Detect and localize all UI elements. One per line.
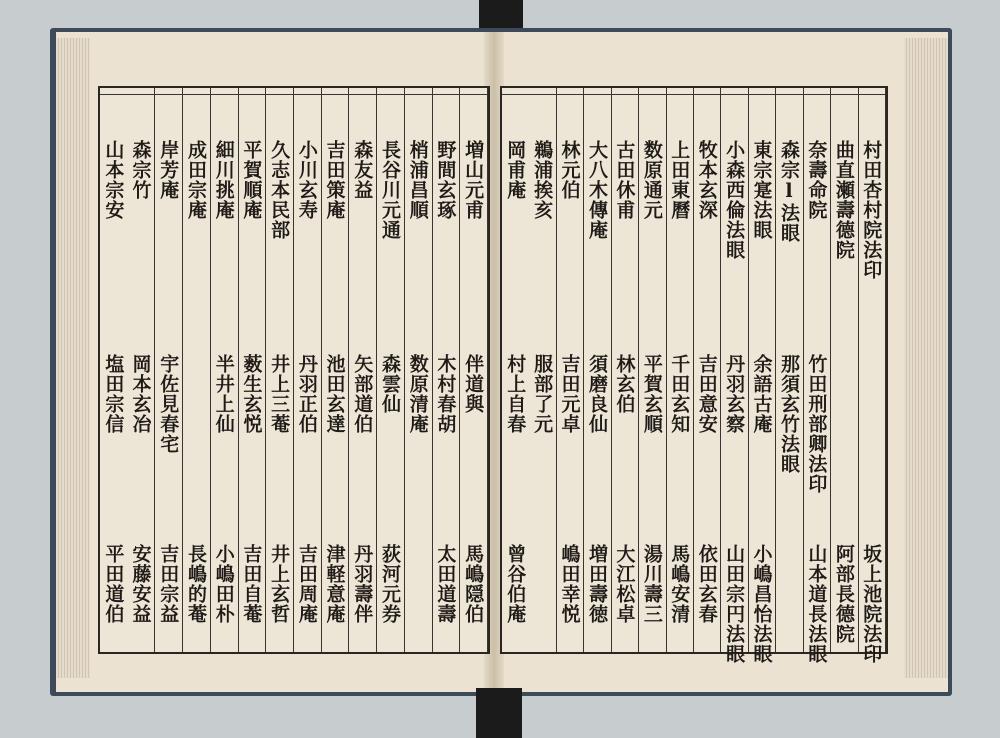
physician-name: 吉田策庵 — [323, 140, 346, 220]
register-column — [460, 88, 488, 652]
physician-name: 薮生玄悦 — [240, 354, 263, 434]
physician-name: 吉田周庵 — [295, 544, 318, 624]
register-column — [667, 88, 694, 652]
physician-name: 平田道伯 — [102, 544, 125, 624]
register-column — [239, 88, 267, 652]
physician-name: 吉田宗益 — [157, 544, 180, 624]
physician-name: 林元伯 — [558, 140, 581, 200]
physician-name: 安藤安益 — [129, 544, 152, 624]
physician-name: 小嶋昌怡法眼 — [750, 544, 773, 664]
physician-name: 数原通元 — [640, 140, 663, 220]
register-column — [749, 88, 776, 664]
register-column — [859, 88, 886, 664]
register-column — [529, 88, 556, 652]
physician-name: 馬嶋隠伯 — [462, 544, 485, 624]
physician-name: 馬嶋安清 — [668, 544, 691, 624]
physician-name: 長嶋的菴 — [184, 544, 207, 624]
register-column — [294, 88, 322, 652]
physician-name: 増田壽徳 — [585, 544, 608, 624]
bookmark-ribbon-bottom — [476, 688, 522, 738]
physician-name: 鵜浦挨亥 — [531, 140, 554, 220]
physician-name: 曲直瀬壽德院 — [832, 140, 855, 260]
physician-name: 細川挑庵 — [212, 140, 235, 220]
physician-name: 半井上仙 — [212, 354, 235, 434]
physician-name: 木村春胡 — [434, 354, 457, 434]
physician-name: 平賀玄順 — [640, 354, 663, 434]
physician-name: 吉田意安 — [695, 354, 718, 434]
register-column — [584, 88, 611, 652]
physician-name: 久志本民部 — [268, 140, 291, 240]
physician-name: 吉田元卓 — [558, 354, 581, 434]
physician-name: 山本道長法眼 — [805, 544, 828, 664]
physician-name: 湯川壽三 — [640, 544, 663, 624]
physician-name: 村上自春 — [504, 354, 527, 434]
physician-name: 林玄伯 — [613, 354, 636, 414]
right-page-frame — [500, 86, 888, 664]
left-page-frame — [98, 86, 490, 654]
physician-name: 荻河元券 — [378, 544, 401, 624]
physician-name: 数原清庵 — [406, 354, 429, 434]
physician-name: 丹羽正伯 — [295, 354, 318, 434]
physician-name: 依田玄春 — [695, 544, 718, 624]
physician-name: 嶋田幸悦 — [558, 544, 581, 624]
register-column — [100, 88, 128, 652]
physician-name: 塩田宗信 — [102, 354, 125, 434]
register-column — [639, 88, 666, 652]
physician-name: 岡本玄冶 — [129, 354, 152, 434]
physician-name: 奈壽命院 — [805, 140, 828, 220]
register-column — [721, 88, 748, 664]
physician-name: 成田宗庵 — [184, 140, 207, 220]
physician-name: 小嶋田朴 — [212, 544, 235, 624]
physician-name: 岡甫庵 — [504, 140, 527, 200]
physician-name: 古田休甫 — [613, 140, 636, 220]
physician-name: 太田道壽 — [434, 544, 457, 624]
physician-name: 岸芳庵 — [157, 140, 180, 200]
physician-name: 野間玄琢 — [434, 140, 457, 220]
physician-name: 山田宗円法眼 — [723, 544, 746, 664]
physician-name: 竹田刑部卿法印 — [805, 354, 828, 494]
register-column — [349, 88, 377, 652]
physician-name: 山本宗安 — [102, 140, 125, 220]
physician-name: 牧本玄深 — [695, 140, 718, 220]
register-column — [612, 88, 639, 652]
physician-name: 村田杏村院法印 — [860, 140, 883, 280]
physician-name: 津軽意庵 — [323, 544, 346, 624]
register-column — [183, 88, 211, 652]
physician-name: 阿部長德院 — [832, 544, 855, 644]
physician-name: 小森西倫法眼 — [723, 140, 746, 260]
physician-name: 坂上池院法印 — [860, 544, 883, 664]
physician-name: 井上三菴 — [268, 354, 291, 434]
physician-name: 増山元甫 — [462, 140, 485, 220]
physician-name: 矢部道伯 — [351, 354, 374, 434]
physician-name: 大江松卓 — [613, 544, 636, 624]
open-book — [56, 32, 948, 692]
physician-name: 余語古庵 — [750, 354, 773, 434]
register-column — [557, 88, 584, 652]
physician-name: 吉田自菴 — [240, 544, 263, 624]
physician-name: 池田玄達 — [323, 354, 346, 434]
register-column — [433, 88, 461, 652]
physician-name: 東宗寔法眼 — [750, 140, 773, 240]
physician-name: 森雲仙 — [378, 354, 401, 414]
physician-name: 平賀順庵 — [240, 140, 263, 220]
register-column — [405, 88, 433, 652]
physician-name: 森宗l法眼 — [777, 140, 800, 243]
page-edges-right — [904, 38, 948, 678]
register-column — [831, 88, 858, 652]
register-column — [377, 88, 405, 652]
physician-name: 千田玄知 — [668, 354, 691, 434]
physician-name: 小川玄寿 — [295, 140, 318, 220]
register-column — [694, 88, 721, 652]
physician-name: 宇佐見春宅 — [157, 354, 180, 454]
physician-name: 大八木傳庵 — [585, 140, 608, 240]
register-column — [502, 88, 529, 652]
register-column — [776, 88, 803, 652]
physician-name: 梢浦昌順 — [406, 140, 429, 220]
physician-name: 丹羽壽伴 — [351, 544, 374, 624]
physician-name: 那須玄竹法眼 — [777, 354, 800, 474]
physician-name: 曾谷伯庵 — [504, 544, 527, 624]
register-column — [211, 88, 239, 652]
register-column — [266, 88, 294, 652]
register-column — [128, 88, 156, 652]
physician-name: 森友益 — [351, 140, 374, 200]
physician-name: 伴道與 — [462, 354, 485, 414]
physician-name: 丹羽玄察 — [723, 354, 746, 434]
physician-name: 長谷川元通 — [378, 140, 401, 240]
physician-name: 須磨良仙 — [585, 354, 608, 434]
physician-name: 森宗竹 — [129, 140, 152, 200]
physician-name: 上田東曆 — [668, 140, 691, 220]
register-column — [804, 88, 831, 664]
physician-name: 服部了元 — [531, 354, 554, 434]
physician-name: 井上玄哲 — [268, 544, 291, 624]
register-column — [322, 88, 350, 652]
register-column — [155, 88, 183, 652]
page-edges-left — [56, 38, 90, 678]
